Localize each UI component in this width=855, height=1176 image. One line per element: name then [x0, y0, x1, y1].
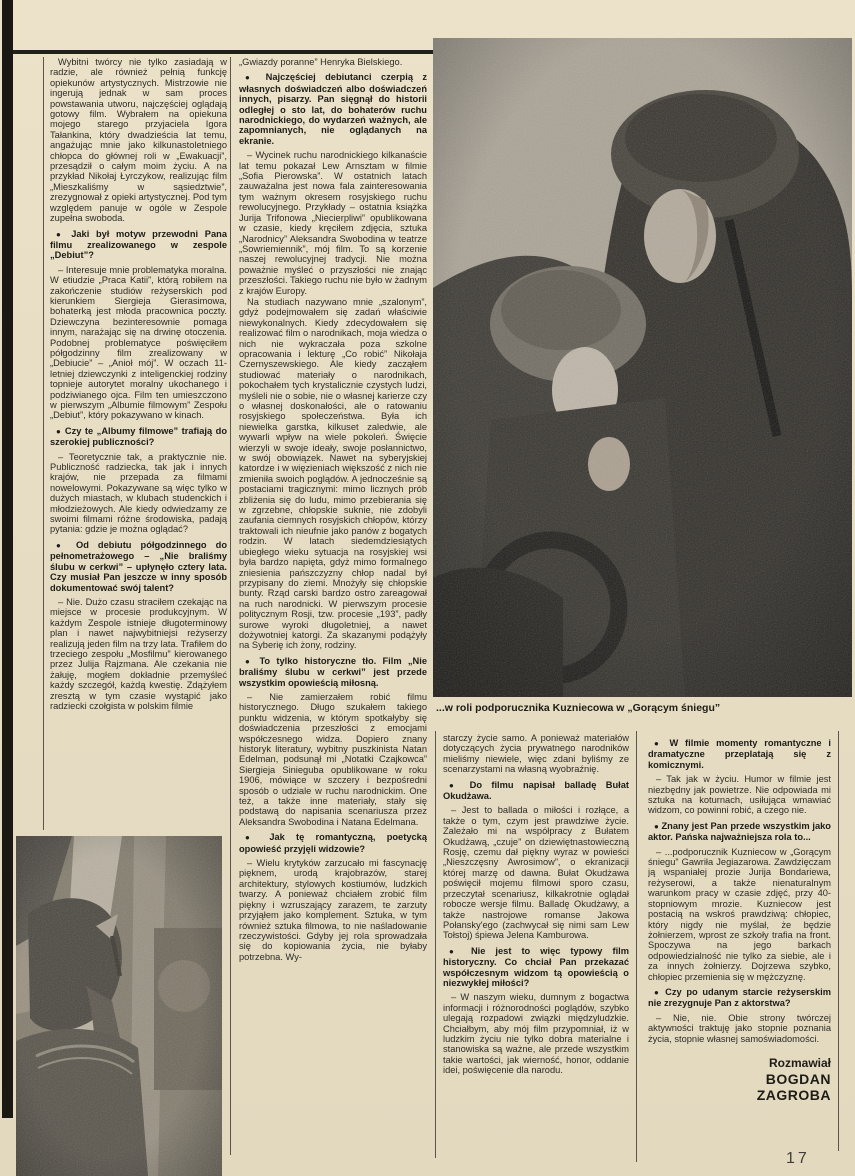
bullet-icon: ● — [245, 656, 260, 666]
signoff-last-name: ZAGROBA — [756, 1086, 831, 1103]
article-column-3 — [443, 733, 629, 1161]
article-paragraph: „Gwiazdy poranne” Henryka Bielskiego. — [239, 57, 403, 67]
interview-question: ● Najczęściej debiutanci czerpią z własnych doświadczeń albo doświadczeń innych, pisarzy. Pan sięgnął do historii odległej o sto lat, do bohaterów ruchu narodnickiego, do wydarzeń ważnych, ale zapomnianych, nie oglądanych na ekranie. — [239, 72, 427, 146]
bullet-icon: ● — [56, 426, 65, 436]
article-paragraph: – Interesuje mnie problematyka moralna. W etiudzie „Praca Katii”, którą robiłem na zakończenie studiów reżyserskich pod kierunkiem Siergieja Gierasimowa, bohaterką jest młoda pracownica poczty. Dziewczyna bezinteresownie pomaga innym, narażając się na drwinę otoczenia. Podobnej problematyce poświęciłem półgodzinny film zrealizowany w „Debiucie” – „Anioł mój”. W oczach 11-letniej dziewczynki z inteligenckiej rodziny topnieje autorytet moralny ukochanego i podziwianego ojca. Film ten umieszczono w pierwszym „Albumie filmowym” Zespołu „Debiut”, który pokazywano w kinach. — [50, 264, 227, 421]
bullet-icon: ● — [654, 821, 662, 831]
left-margin-bar — [2, 0, 13, 1118]
bullet-icon: ● — [56, 540, 76, 550]
bullet-icon: ● — [245, 73, 266, 83]
interview-question: ● Czy po udanym starcie reżyserskim nie zrezygnuje Pan z aktorstwa? — [648, 986, 831, 1009]
interview-question: ● Jak tę romantyczną, poetycką opowieść przyjęli widzowie? — [239, 832, 427, 854]
article-paragraph: starczy życie samo. A ponieważ materiałów dotyczących życia prywatnego narodników mieliśmy niewiele, więc zdani byliśmy ze scenarzystami na własną wyobraźnię. — [443, 733, 629, 775]
article-paragraph: – Nie zamierzałem robić filmu historycznego. Długo szukałem takiego punktu widzenia, w którym spotkałyby się doświadczenia przeszłości z emocjami współczesnego widza. Dopiero znany historyk literatury, wybitny puszkinista Natan Edelman, podsunął mi „Notatki Czajkowca” Siergieja Sinieguba opublikowane w roku 1906, mówiące w szczery i bezpośredni sposób o udziale w ruchu narodnickim. One też, a także inne materiały, stały się podstawą do napisania scenariusza przez Aleksandra Swobodina i Natana Edelmana. — [239, 691, 427, 827]
article-paragraph: – Tak jak w życiu. Humor w filmie jest niezbędny jak powietrze. Nie odpowiada mi sztuka na koturnach, usiłująca wmawiać widzom, co powinni robić, a czego nie. — [648, 774, 831, 816]
interview-question: ● To tylko historyczne tło. Film „Nie braliśmy ślubu w cerkwi” jest przede wszystkim opowieścią miłosną. — [239, 655, 427, 688]
article-column-1 — [50, 57, 227, 832]
article-paragraph: – Jest to ballada o miłości i rozłące, a także o tym, czym jest prawdziwe życie. Zależało mi na współpracy z Bułatem Okudżawą, „czuje” on dziewiętnastowieczną Rosję, czemu dał piękny wyraz w powieści „Nieszczęsny Awrosimow”, o ekranizacji której marzę od dawna. Bułat Okudżawa poświęcił mojemu filmowi sporo czasu, przeczytał scenariusz, kilkakrotnie oglądał robocze wersje filmu. Balladę Okudżawy, a także nastrojowe romanse Jakowa Połansky'ego (zachwycał się nimi sam Lew Tołstoj) śpiewa Jelena Kamburowa. — [443, 805, 629, 941]
interview-question: ● Jaki był motyw przewodni Pana filmu zrealizowanego w zespole „Debiut”? — [50, 228, 227, 261]
bullet-icon: ● — [245, 833, 270, 843]
article-column-2 — [239, 57, 427, 1160]
column-divider — [636, 731, 637, 1162]
column-divider — [435, 731, 436, 1158]
column-divider — [838, 731, 839, 1151]
bullet-icon: ● — [449, 946, 471, 956]
signoff-role: Rozmawiał — [768, 1055, 831, 1070]
top-rule — [13, 50, 446, 54]
interview-question: ● Czy te „Albumy filmowe” trafiają do szerokiej publiczności? — [50, 425, 227, 448]
article-paragraph: – W naszym wieku, dumnym z bogactwa informacji i różnorodności poglądów, szybko ulegają rozpadowi związki międzyludzkie. Chciałbym, aby mój film przypomniał, iż w ludzkim życiu nie tylko dobra materialne i stanowiska są ważne, ale przede wszystkim takie wartości, jak wierność, honor, oddanie idei, poświęcenie dla narodu. — [443, 992, 629, 1076]
interview-question: ● Od debiutu półgodzinnego do pełnometrażowego – „Nie braliśmy ślubu w cerkwi” – upłynęło cztery lata. Czy musiał Pan jeszcze w inny sposób dokumentować swój talent? — [50, 539, 227, 593]
article-paragraph: – Wycinek ruchu narodnickiego kilkanaście lat temu pokazał Lew Arnsztam w filmie „Sofia Pierowska”. W ostatnich latach zauważalna jest nowa fala zainteresowania tym ważnym okresem rosyjskiego ruchu rewolucyjnego. Przykłady – ostatnia książka Jurija Trifonowa „Niecierpliwi” opublikowana w czasie, kiedy kręciłem zdjęcia, sztuka „Narodnicy” Aleksandra Swobodina w teatrze „Sowriemiennik”, mój film. To są korzenie naszej rewolucyjnej tradycji. Nie można poważnie myśleć o przyszłości nie znając przeszłości. Takiego ruchu nie było w żadnym z krajów Europy. — [239, 150, 427, 296]
article-paragraph: Wybitni twórcy nie tylko zasiadają w radzie, ale również pełnią funkcję opiekunów artystycznych. Mistrzowie nie ingerują jednak w sam proces powstawania utworu, najczęściej oglądają gotowy film. Wybrałem na opiekuna mojego starego przyjaciela Igora Tałankina, który dwadzieścia lat temu, angażując mnie jako kilkunastoletniego chłopca do głównej roli w „Ewakuacji”, przesądził o całym moim życiu. A na przykład Nikołaj Łyrczykow, realizując film „Mieszkaliśmy w sąsiedztwie”, zrezygnował z opieki artystycznej. Pod tym względem panuje w ogóle w Zespole zupełna swoboda. — [50, 57, 227, 224]
interview-question: ● Nie jest to więc typowy film historyczny. Co chciał Pan przekazać współczesnym widzom tą opowieścią o niezwykłej miłości? — [443, 945, 629, 988]
bullet-icon: ● — [56, 229, 72, 239]
article-paragraph: – Teoretycznie tak, a praktycznie nie. Publiczność radziecka, tak jak i innych krajów, nie przepada za filmami nowelowymi. Pokazywane są więc tylko w dużych miastach, w klubach studenckich i młodzieżowych. Ale kiedy odwiedzamy ze swoimi filmami różne środowiska, padają pytania: gdzie je można oglądać? — [50, 451, 227, 535]
photo-caption: ...w roli podporucznika Kuzniecowa w „Gorącym śniegu” — [436, 702, 721, 714]
interview-question: ● W filmie momenty romantyczne i dramatyczne przeplatają się z komicznymi. — [648, 738, 831, 770]
column-divider — [43, 57, 44, 830]
article-paragraph: – ...podporucznik Kuzniecow w „Gorącym śniegu” Gawriła Jegiazarowa. Zawdzięczam ją wspaniałej prozie Jurija Bondariewa, reżyserowi, a także nienaturalnym warunkom pracy w czasie zdjęć, przy 40-stopniowym mrozie. Kuzniecow jest postacią na wskroś prawdziwą: chłopiec, który nigdy nie myślał, że będzie żołnierzem, wprost ze szkoły trafia na front. Spoczywa na jego barkach odpowiedzialność nie tylko za siebie, ale i za innych żołnierzy. Dojrzewa szybko, chłopiec przemienia się w mężczyznę. — [648, 846, 831, 982]
article-paragraph: Na studiach nazywano mnie „szalonym”, gdyż podejmowałem się zadań właściwie niewykonalnych. Kiedy zdecydowałem się realizować film o narodnikach, moja wiedza o nich nie wykraczała poza szkolne opracowania i lekturę „Co robić” Nikołaja Czernyszewskiego. Ale kiedy zacząłem studiować materiały o narodnikach, pokochałem tych krystalicznie czystych ludzi, myśleli nie o sobie, nie o własnej karierze czy o własnej doskonałości, ale o ratowaniu rosyjskiego społeczeństwa. Była ich niewielka garstka, kilkuset zaledwie, ale wywarli wpływ na wiele pokoleń. Święcie wierzyli w swoje ideały, swoje posłannictwo, w swój obowiązek. Nawet na syberyjskiej katordze i w więzieniach większość z nich nie zmieniła swoich poglądów. A jednocześnie są postaciami tragicznymi: mimo licznych prób zbliżenia się do ludu, mimo przebierania się w zgrzebne, chłopskie suknie, nie zdobyli zaufania ciemnych rosyjskich chłopów, którzy traktowali ich nieufnie jako panów z bogatych rodzin. W latach siedemdziesiątych ubiegłego wieku sytuacja na rosyjskiej wsi była bardzo napięta, gdyż mimo formalnego zniesienia pańszczyzny chłop nadal był przypisany do ziemi. Mnożyły się chłopskie bunty. Rząd carski bardzo ostro zareagował na ruch narodnicki. W pierwszym procesie politycznym Rosji, tzw. procesie „193”, padły surowe wyroki długoletniej, a nawet dożywotniej katorgi. Za skazanymi podążyły na Syberię ich żony, rodziny. — [239, 296, 427, 651]
film-still-photo — [433, 38, 852, 697]
article-paragraph: – Wielu krytyków zarzucało mi fascynację pięknem, urodą krajobrazów, starej architektury, stylowych kostiumów, ludzkich twarzy. A ponieważ chciałem zrobić film piękny i wzruszający zarazem, te zarzuty przyjąłem jako komplement. Sztuka, w tym również sztuka filmowa, to nie naśladowanie rzeczywistości. Gdyby jej rola sprowadzała się do kopiowania życia, nie byłaby potrzebna. Wy- — [239, 858, 427, 962]
page-number: 17 — [786, 1150, 810, 1167]
bullet-icon: ● — [654, 739, 670, 748]
signoff-first-name: BOGDAN — [765, 1070, 831, 1087]
bullet-icon: ● — [654, 987, 666, 997]
article-column-4 — [648, 733, 831, 1176]
article-paragraph: – Nie, nie. Obie strony twórczej aktywności traktuję jako stopnie poznania życia, stopnie własnej samoświadomości. — [648, 1012, 831, 1044]
bullet-icon: ● — [449, 780, 470, 790]
portrait-photo — [16, 836, 222, 1176]
interview-question: ● Znany jest Pan przede wszystkim jako aktor. Pańska najważniejsza rola to... — [648, 820, 831, 843]
interview-question: ● Do filmu napisał balladę Bułat Okudżawa. — [443, 779, 629, 802]
column-divider — [230, 57, 231, 1155]
article-paragraph: – Nie. Dużo czasu straciłem czekając na miejsce w procesie produkcyjnym. W każdym Zespole istnieje długoterminowy plan i nawet najwybitniejsi reżyserzy realizują jeden film na trzy lata. Trafiłem do trzeciego zespołu „Mosfilmu” kierowanego przez Julija Rajzmana. Ale czekania nie żałuję, mogłem dokładnie przemyśleć każdy szczegół, każdą kwestię. Zdążyłem zresztą w tym czasie wystąpić jako radziecki czołgista w polskim filmie — [50, 596, 227, 711]
interview-signoff — [648, 1056, 831, 1103]
